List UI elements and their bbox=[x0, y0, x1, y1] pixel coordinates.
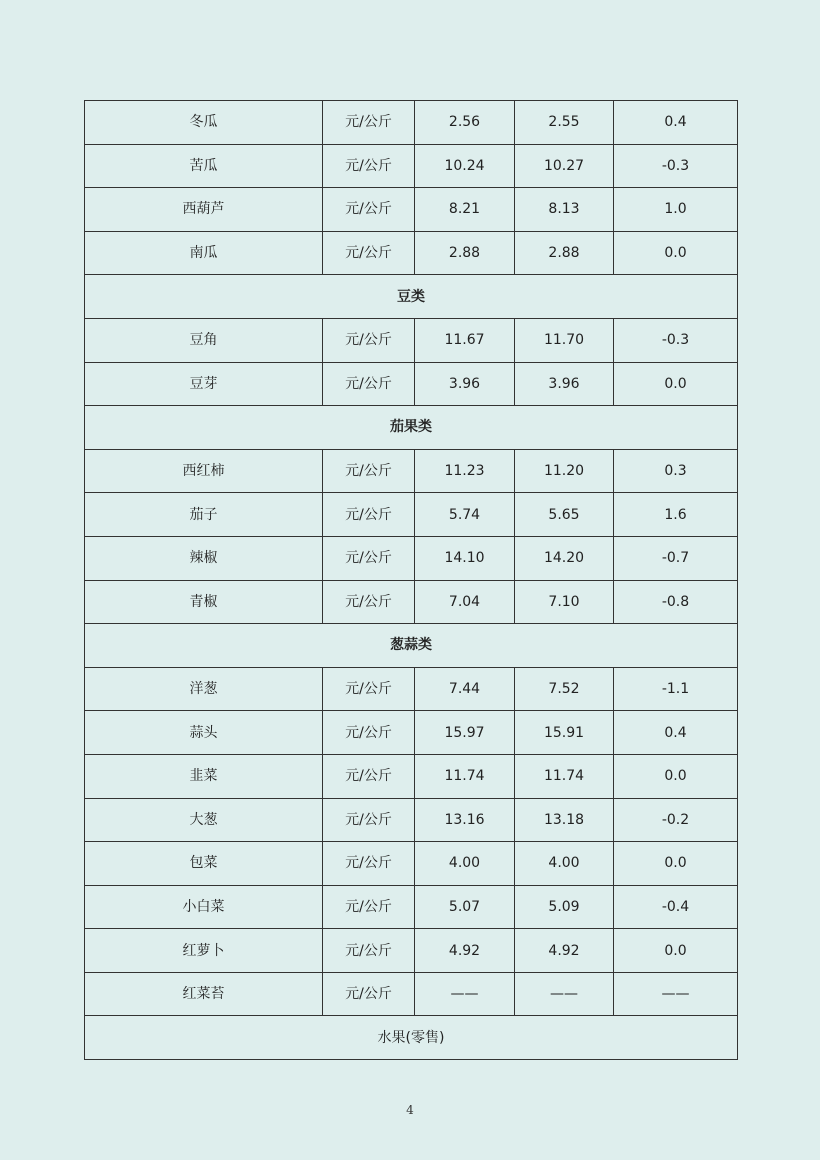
item-name-cell: 洋葱 bbox=[85, 667, 323, 711]
category-row bbox=[85, 1016, 738, 1060]
table-row bbox=[85, 536, 738, 580]
category-label: 水果(零售) bbox=[85, 1016, 738, 1060]
current-price-cell: 2.88 bbox=[415, 231, 515, 275]
category-row bbox=[85, 406, 738, 450]
unit-cell: 元/公斤 bbox=[323, 667, 415, 711]
previous-price-cell: 7.10 bbox=[515, 580, 614, 624]
item-name-cell: 西红柿 bbox=[85, 449, 323, 493]
previous-price-cell: 4.00 bbox=[515, 842, 614, 886]
table-row bbox=[85, 842, 738, 886]
current-price-cell: 11.74 bbox=[415, 754, 515, 798]
current-price-cell: 15.97 bbox=[415, 711, 515, 755]
table-row bbox=[85, 580, 738, 624]
change-percent-cell: -0.8 bbox=[614, 580, 738, 624]
change-percent-cell: -0.4 bbox=[614, 885, 738, 929]
item-name-cell: 豆角 bbox=[85, 318, 323, 362]
table-row bbox=[85, 929, 738, 973]
unit-cell: 元/公斤 bbox=[323, 101, 415, 145]
change-percent-cell: —— bbox=[614, 972, 738, 1016]
item-name-cell: 蒜头 bbox=[85, 711, 323, 755]
item-name-cell: 辣椒 bbox=[85, 536, 323, 580]
change-percent-cell: -1.1 bbox=[614, 667, 738, 711]
item-name-cell: 包菜 bbox=[85, 842, 323, 886]
unit-cell: 元/公斤 bbox=[323, 842, 415, 886]
unit-cell: 元/公斤 bbox=[323, 885, 415, 929]
table-row bbox=[85, 754, 738, 798]
table-row bbox=[85, 101, 738, 145]
table-row bbox=[85, 493, 738, 537]
unit-cell: 元/公斤 bbox=[323, 493, 415, 537]
change-percent-cell: 0.4 bbox=[614, 101, 738, 145]
unit-cell: 元/公斤 bbox=[323, 231, 415, 275]
previous-price-cell: 4.92 bbox=[515, 929, 614, 973]
category-label: 葱蒜类 bbox=[85, 624, 738, 668]
previous-price-cell: —— bbox=[515, 972, 614, 1016]
unit-cell: 元/公斤 bbox=[323, 318, 415, 362]
category-label: 豆类 bbox=[85, 275, 738, 319]
current-price-cell: 11.23 bbox=[415, 449, 515, 493]
change-percent-cell: -0.7 bbox=[614, 536, 738, 580]
item-name-cell: 苦瓜 bbox=[85, 144, 323, 188]
item-name-cell: 西葫芦 bbox=[85, 188, 323, 232]
item-name-cell: 红萝卜 bbox=[85, 929, 323, 973]
unit-cell: 元/公斤 bbox=[323, 449, 415, 493]
table-row bbox=[85, 318, 738, 362]
unit-cell: 元/公斤 bbox=[323, 929, 415, 973]
change-percent-cell: 0.3 bbox=[614, 449, 738, 493]
unit-cell: 元/公斤 bbox=[323, 580, 415, 624]
category-row bbox=[85, 624, 738, 668]
table-row bbox=[85, 798, 738, 842]
table-row bbox=[85, 144, 738, 188]
current-price-cell: 5.07 bbox=[415, 885, 515, 929]
unit-cell: 元/公斤 bbox=[323, 711, 415, 755]
change-percent-cell: 0.0 bbox=[614, 754, 738, 798]
category-label: 茄果类 bbox=[85, 406, 738, 450]
price-table-body bbox=[85, 101, 738, 1060]
current-price-cell: 7.44 bbox=[415, 667, 515, 711]
previous-price-cell: 7.52 bbox=[515, 667, 614, 711]
unit-cell: 元/公斤 bbox=[323, 754, 415, 798]
current-price-cell: 7.04 bbox=[415, 580, 515, 624]
unit-cell: 元/公斤 bbox=[323, 362, 415, 406]
previous-price-cell: 11.74 bbox=[515, 754, 614, 798]
previous-price-cell: 3.96 bbox=[515, 362, 614, 406]
item-name-cell: 韭菜 bbox=[85, 754, 323, 798]
change-percent-cell: 0.4 bbox=[614, 711, 738, 755]
change-percent-cell: 0.0 bbox=[614, 842, 738, 886]
current-price-cell: 5.74 bbox=[415, 493, 515, 537]
change-percent-cell: -0.3 bbox=[614, 144, 738, 188]
change-percent-cell: -0.3 bbox=[614, 318, 738, 362]
current-price-cell: 3.96 bbox=[415, 362, 515, 406]
previous-price-cell: 11.20 bbox=[515, 449, 614, 493]
price-table bbox=[84, 100, 738, 1060]
table-row bbox=[85, 667, 738, 711]
change-percent-cell: 1.6 bbox=[614, 493, 738, 537]
current-price-cell: 10.24 bbox=[415, 144, 515, 188]
page-number: 4 bbox=[406, 1103, 414, 1117]
item-name-cell: 红菜苔 bbox=[85, 972, 323, 1016]
current-price-cell: —— bbox=[415, 972, 515, 1016]
change-percent-cell: 0.0 bbox=[614, 929, 738, 973]
previous-price-cell: 13.18 bbox=[515, 798, 614, 842]
unit-cell: 元/公斤 bbox=[323, 536, 415, 580]
current-price-cell: 14.10 bbox=[415, 536, 515, 580]
previous-price-cell: 2.55 bbox=[515, 101, 614, 145]
current-price-cell: 2.56 bbox=[415, 101, 515, 145]
previous-price-cell: 2.88 bbox=[515, 231, 614, 275]
current-price-cell: 4.92 bbox=[415, 929, 515, 973]
change-percent-cell: 0.0 bbox=[614, 231, 738, 275]
item-name-cell: 南瓜 bbox=[85, 231, 323, 275]
current-price-cell: 4.00 bbox=[415, 842, 515, 886]
previous-price-cell: 5.65 bbox=[515, 493, 614, 537]
change-percent-cell: 0.0 bbox=[614, 362, 738, 406]
table-row bbox=[85, 972, 738, 1016]
previous-price-cell: 14.20 bbox=[515, 536, 614, 580]
item-name-cell: 豆芽 bbox=[85, 362, 323, 406]
unit-cell: 元/公斤 bbox=[323, 188, 415, 232]
change-percent-cell: 1.0 bbox=[614, 188, 738, 232]
current-price-cell: 13.16 bbox=[415, 798, 515, 842]
unit-cell: 元/公斤 bbox=[323, 972, 415, 1016]
table-row bbox=[85, 362, 738, 406]
table-row bbox=[85, 188, 738, 232]
item-name-cell: 冬瓜 bbox=[85, 101, 323, 145]
previous-price-cell: 11.70 bbox=[515, 318, 614, 362]
previous-price-cell: 10.27 bbox=[515, 144, 614, 188]
previous-price-cell: 15.91 bbox=[515, 711, 614, 755]
item-name-cell: 青椒 bbox=[85, 580, 323, 624]
previous-price-cell: 5.09 bbox=[515, 885, 614, 929]
previous-price-cell: 8.13 bbox=[515, 188, 614, 232]
table-row bbox=[85, 449, 738, 493]
item-name-cell: 大葱 bbox=[85, 798, 323, 842]
current-price-cell: 8.21 bbox=[415, 188, 515, 232]
unit-cell: 元/公斤 bbox=[323, 798, 415, 842]
table-row bbox=[85, 885, 738, 929]
item-name-cell: 小白菜 bbox=[85, 885, 323, 929]
change-percent-cell: -0.2 bbox=[614, 798, 738, 842]
current-price-cell: 11.67 bbox=[415, 318, 515, 362]
category-row bbox=[85, 275, 738, 319]
unit-cell: 元/公斤 bbox=[323, 144, 415, 188]
table-row bbox=[85, 711, 738, 755]
table-row bbox=[85, 231, 738, 275]
item-name-cell: 茄子 bbox=[85, 493, 323, 537]
